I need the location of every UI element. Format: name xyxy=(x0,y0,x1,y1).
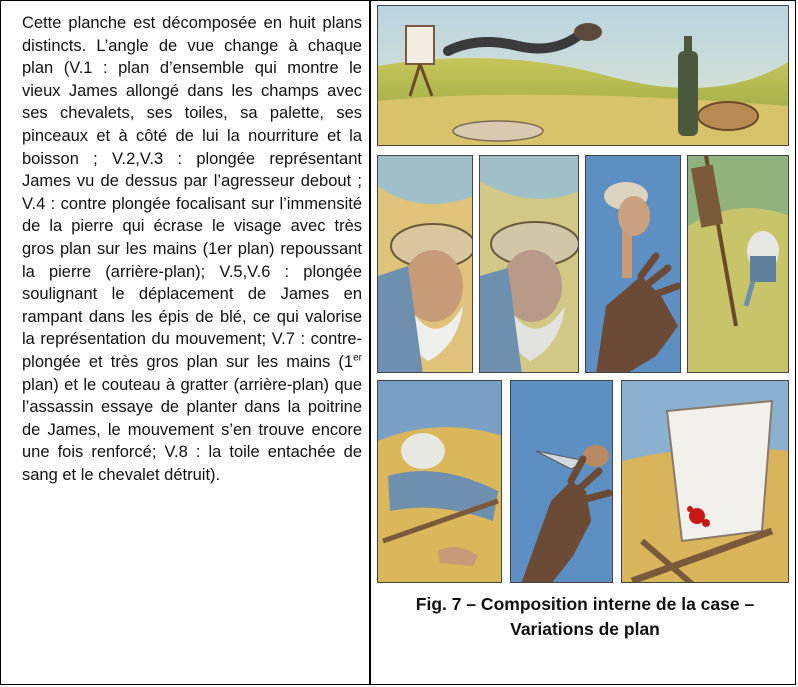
panel-3-art xyxy=(480,156,579,373)
comic-panel-2 xyxy=(377,155,473,373)
caption-line-2: Variations de plan xyxy=(510,619,660,639)
panel-8-art xyxy=(622,381,789,583)
panel-2-art xyxy=(378,156,473,373)
figure-caption xyxy=(380,592,790,642)
panel-6-art xyxy=(378,381,502,583)
description-text xyxy=(22,12,362,486)
comic-panel-3 xyxy=(479,155,579,373)
panel-4-art xyxy=(586,156,681,373)
comic-panel-8 xyxy=(621,380,789,583)
comic-page-figure xyxy=(377,5,789,583)
panel-5-art xyxy=(688,156,789,373)
comic-panel-5 xyxy=(687,155,789,373)
comic-panel-7 xyxy=(510,380,613,583)
panel-7-art xyxy=(511,381,613,583)
panel-1-art xyxy=(378,6,789,146)
caption-line-1: Fig. 7 – Composition interne de la case – xyxy=(415,594,755,614)
description-part-1: Cette planche est décomposée en huit plans distincts. L’angle de vue change à chaque plan (V.1 : plan d’ensemble qui montre le vieux James allongé dans les champs avec ses chevalets, ses toiles, sa palette, ses pinceaux et à côté de lui la nourriture et la boisson ; V.2,V.3 : plongée représentant James vu de dessus par l’agresseur debout ; V.4 : contre plongée focalisant sur l’immensité de la pierre qui écrase le visage avec très gros plan sur les mains (1er plan) repoussant la pierre (arrière-plan); V.5,V.6 : plongée soulignant le déplacement de James en rampant dans les épis de blé, ce qui valorise la représentation du mouvement; V.7 : contre-plongée et très gros plan sur les mains (1 xyxy=(22,14,362,371)
description-part-2: plan) et le couteau à gratter (arrière-plan) que l’assassin essaye de planter dans la poitrine de James, le mouvement s’en trouve encore une fois renforcé; V.8 : la toile entachée de sang et le chevalet détruit). xyxy=(22,375,362,484)
comic-panel-1 xyxy=(377,5,789,146)
comic-panel-6 xyxy=(377,380,502,583)
superscript-er: er xyxy=(353,352,362,364)
comic-panel-4 xyxy=(585,155,681,373)
column-divider xyxy=(369,0,371,685)
